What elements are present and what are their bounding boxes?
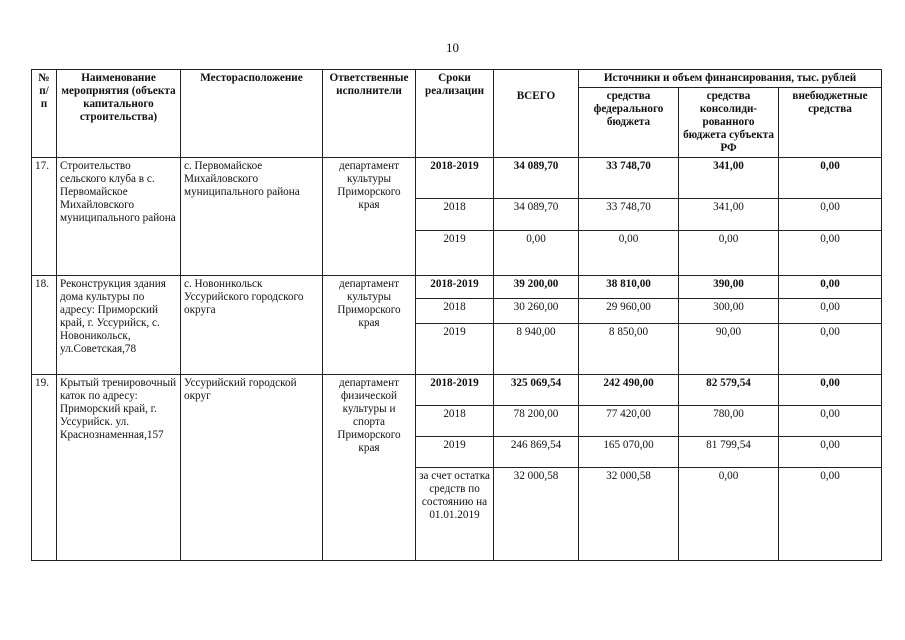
row-name: Реконструкция здания дома культуры по адресу: Приморский край, г. Уссурийск, с. Новоникольск, ул.Советская,78	[57, 276, 181, 375]
row-federal: 0,00	[579, 231, 679, 276]
row-consolidated: 300,00	[679, 299, 779, 324]
row-total: 34 089,70	[494, 199, 579, 231]
row-federal: 242 490,00	[579, 375, 679, 406]
row-period: 2018-2019	[416, 375, 494, 406]
row-num: 19.	[32, 375, 57, 561]
row-consolidated: 81 799,54	[679, 437, 779, 468]
row-total: 32 000,58	[494, 468, 579, 561]
table-row	[32, 158, 882, 199]
row-location: Уссурийский городской округ	[181, 375, 323, 561]
row-total: 30 260,00	[494, 299, 579, 324]
header-extrabudget: внебюджетные средства	[779, 88, 882, 158]
row-federal: 165 070,00	[579, 437, 679, 468]
row-consolidated: 0,00	[679, 231, 779, 276]
financing-table	[31, 69, 882, 561]
row-period: 2018	[416, 299, 494, 324]
header-executors: Ответственные исполнители	[323, 70, 416, 158]
header-num: № п/ п	[32, 70, 57, 158]
row-period: 2018	[416, 406, 494, 437]
row-federal: 38 810,00	[579, 276, 679, 299]
row-executor: департамент физической культуры и спорта Приморского края	[323, 375, 416, 561]
table-row	[32, 375, 882, 406]
row-total: 0,00	[494, 231, 579, 276]
row-period: 2019	[416, 324, 494, 375]
row-federal: 77 420,00	[579, 406, 679, 437]
row-extra: 0,00	[779, 276, 882, 299]
row-federal: 33 748,70	[579, 199, 679, 231]
header-federal: средства федерального бюджета	[579, 88, 679, 158]
row-extra: 0,00	[779, 158, 882, 199]
row-num: 18.	[32, 276, 57, 375]
row-extra: 0,00	[779, 406, 882, 437]
row-num: 17.	[32, 158, 57, 276]
row-total: 246 869,54	[494, 437, 579, 468]
table-body	[32, 158, 882, 561]
header-total: ВСЕГО	[494, 88, 579, 158]
row-extra: 0,00	[779, 375, 882, 406]
row-extra: 0,00	[779, 199, 882, 231]
row-period: 2018-2019	[416, 276, 494, 299]
row-consolidated: 82 579,54	[679, 375, 779, 406]
row-consolidated: 390,00	[679, 276, 779, 299]
row-period: 2018-2019	[416, 158, 494, 199]
row-total: 8 940,00	[494, 324, 579, 375]
row-consolidated: 780,00	[679, 406, 779, 437]
header-row-top	[32, 70, 882, 88]
row-extra: 0,00	[779, 231, 882, 276]
row-total: 34 089,70	[494, 158, 579, 199]
row-extra: 0,00	[779, 324, 882, 375]
row-extra: 0,00	[779, 468, 882, 561]
row-consolidated: 90,00	[679, 324, 779, 375]
row-federal: 8 850,00	[579, 324, 679, 375]
row-name: Строительство сельского клуба в с. Первомайское Михайловского муниципального района	[57, 158, 181, 276]
row-executor: департамент культуры Приморского края	[323, 158, 416, 276]
row-period: 2018	[416, 199, 494, 231]
row-federal: 29 960,00	[579, 299, 679, 324]
row-consolidated: 341,00	[679, 199, 779, 231]
header-name: Наименование мероприятия (объекта капитального строительства)	[57, 70, 181, 158]
row-extra: 0,00	[779, 437, 882, 468]
row-name: Крытый тренировочный каток по адресу: Приморский край, г. Уссурийск. ул. Краснознаменная,157	[57, 375, 181, 561]
header-location: Месторасположение	[181, 70, 323, 158]
row-period: 2019	[416, 437, 494, 468]
header-total-top	[494, 70, 579, 88]
table-row	[32, 276, 882, 299]
row-period: за счет остатка средств по состоянию на 01.01.2019	[416, 468, 494, 561]
row-total: 325 069,54	[494, 375, 579, 406]
row-executor: департамент культуры Приморского края	[323, 276, 416, 375]
row-consolidated: 0,00	[679, 468, 779, 561]
page-number: 10	[446, 40, 459, 55]
row-period: 2019	[416, 231, 494, 276]
header-consolidated: средства консолиди-рованного бюджета субъекта РФ	[679, 88, 779, 158]
row-extra: 0,00	[779, 299, 882, 324]
header-sources-title: Источники и объем финансирования, тыс. рублей	[579, 70, 882, 88]
row-federal: 33 748,70	[579, 158, 679, 199]
row-total: 39 200,00	[494, 276, 579, 299]
row-consolidated: 341,00	[679, 158, 779, 199]
row-total: 78 200,00	[494, 406, 579, 437]
row-location: с. Первомайское Михайловского муниципального района	[181, 158, 323, 276]
row-federal: 32 000,58	[579, 468, 679, 561]
header-period: Сроки реализации	[416, 70, 494, 158]
row-location: с. Новоникольск Уссурийского городского округа	[181, 276, 323, 375]
